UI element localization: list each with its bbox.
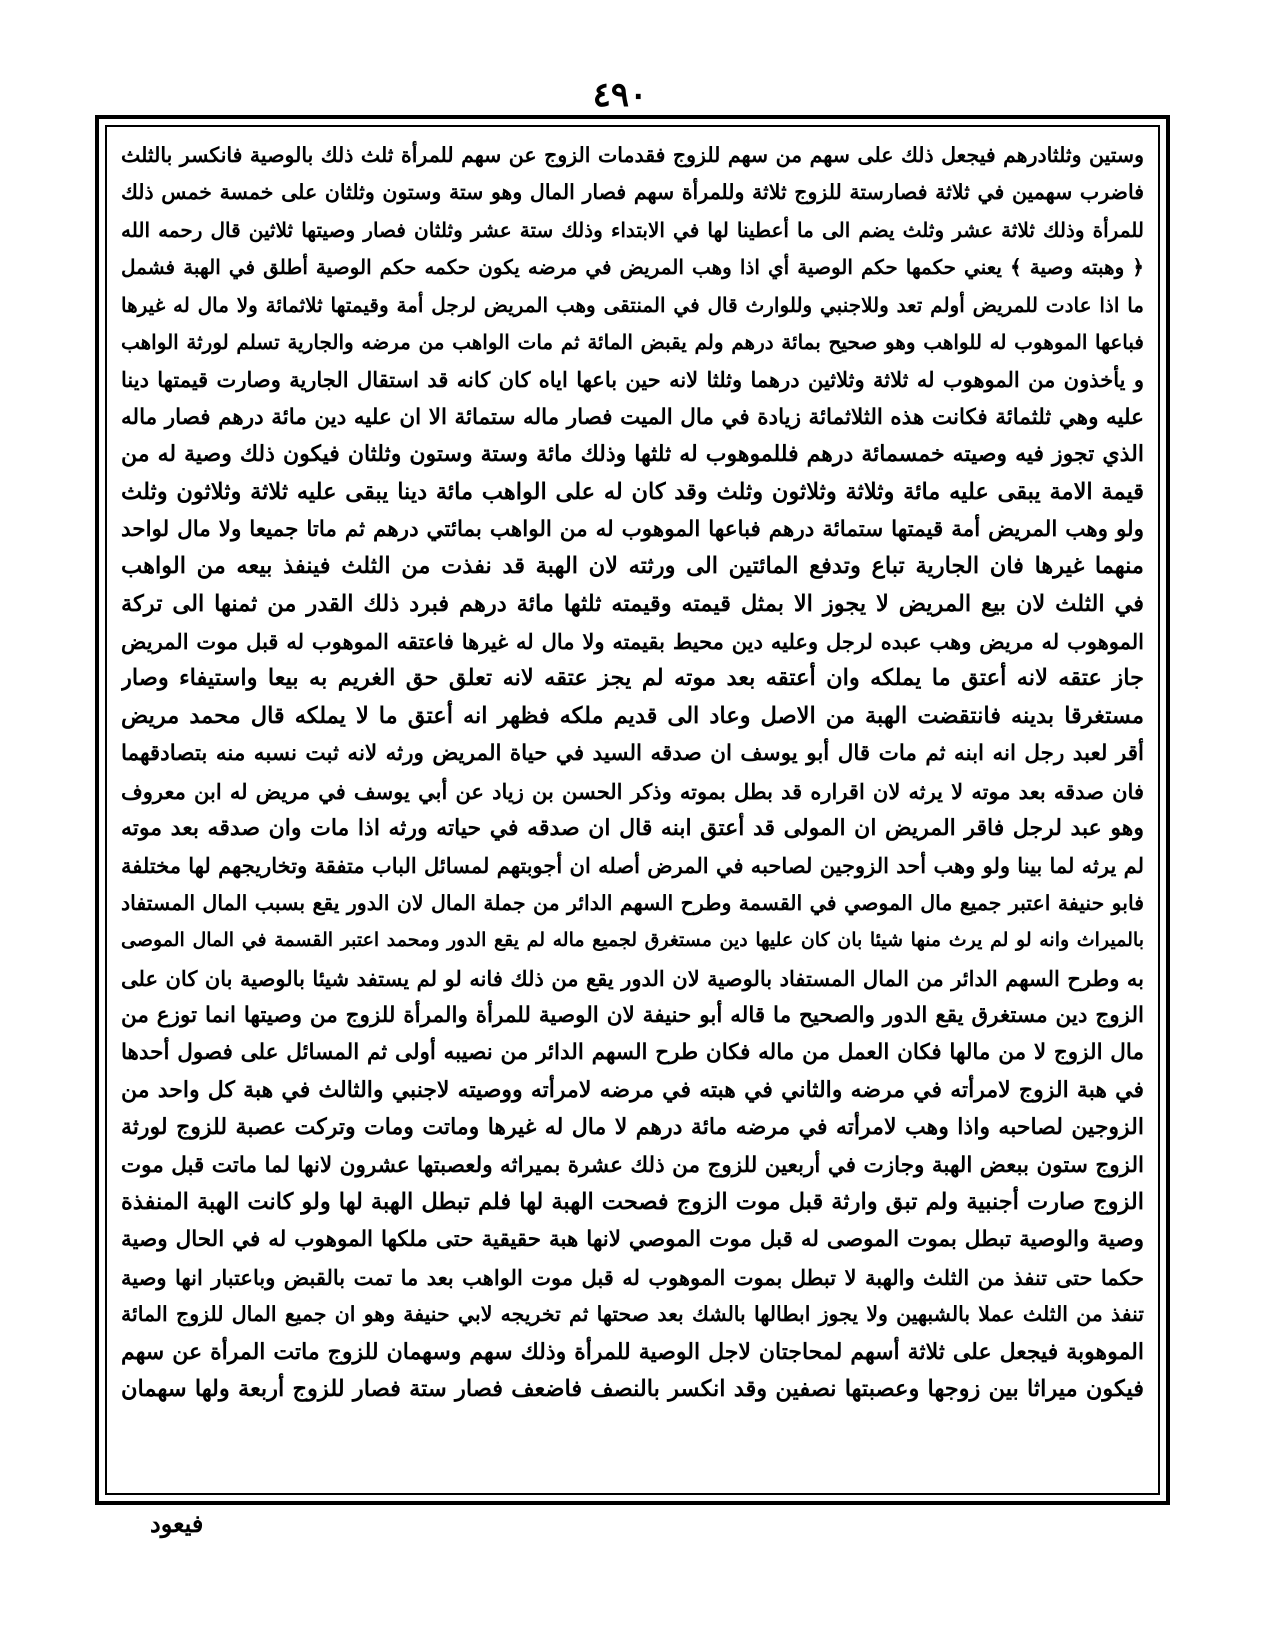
text-line: أقر لعبد رجل انه ابنه ثم مات قال أبو يوسف ان صدقه السيد في حياة المريض ورثه لانه ثبت نسبه منه بتصادقهما [121,741,1144,767]
text-line: الموهوبة فيجعل على ثلاثة أسهم لمحاجتان لاجل الوصية للمرأة وذلك سهم وسهمان للزوج ماتت المرأة عن سهم [121,1338,1144,1365]
text-line: وهو عبد لرجل فاقر المريض ان المولى قد أعتق ابنه قال ان صدقه في حياته ورثه اذا مات وان صدقه بعد موته [121,815,1144,842]
text-line: فباعها الموهوب له للواهب وهو صحيح بمائة درهم ولم يقبض المائة ثم مات الواهب من مرضه والجارية تسلم لورثة الواهب [121,329,1144,354]
text-line: قيمة الامة يبقى عليه مائة وثلاثة وثلاثون وثلث وقد كان له على الواهب مائة دينا يبقى عليه ثلاثة وثلاثون وثلث [121,478,1144,505]
page-number: ٤٩٠ [592,75,648,115]
text-line: للمرأة وذلك ثلاثة عشر وثلث يضم الى ما أعطينا لها في الابتداء وذلك ستة عشر وثلثان فصار وصيتها ثلاثين قال رحمه الله [121,217,1144,242]
text-line: فيكون ميراثا بين زوجها وعصبتها نصفين وقد انكسر بالنصف فاضعف فصار ستة فصار للزوج أربعة ولها سهمان [121,1375,1144,1402]
text-line: في الثلث لان بيع المريض لا يجوز الا بمثل قيمته وقيمته ثلثها مائة درهم فبرد ذلك القدر من ثمنها الى تركة [121,590,1144,617]
text-line: لم يرثه لما بينا ولو وهب أحد الزوجين لصاحبه في المرض أصله ان أجوبتهم لمسائل الباب متفقة وتخاريجهم لها مختلفة [121,853,1144,879]
text-line: في هبة الزوج لامرأته في مرضه والثاني في هبته في مرضه لامرأته ووصيته لاجنبي والثالث في هبة كل واحد من [121,1076,1144,1103]
text-line: وستين وثلثادرهم فيجعل ذلك على سهم من سهم للزوج فقدمات الزوج عن سهم للمرأة ثلث ذلك بالوصية فانكسر بالثلث [121,143,1144,167]
text-line: وصية والوصية تبطل بموت الموصى له قبل موت الموصي لانها هبة حقيقية حتى ملكها الموهوب له في الحال وصية [121,1227,1144,1253]
text-line: جاز عتقه لانه أعتق ما يملكه وان أعتقه بعد موته لم يجز عتقه لانه تعلق حق الغريم به بيعا واستيفاء وصار [121,665,1144,692]
text-line: الزوج دين مستغرق يقع الدور والصحيح ما قاله أبو حنيفة لان الوصية للمرأة والمرأة للزوج من وصيتها انما توزع من [121,1002,1144,1028]
text-line: به وطرح السهم الدائر من المال المستفاد بالوصية لان الدور يقع من ذلك فانه لو لم يستفد شيئا بالوصية بان كان على [121,965,1144,991]
page-border-inner [105,125,1160,1495]
text-line: تنفذ من الثلث عملا بالشبهين ولا يجوز ابطالها بالشك بعد صحتها ثم تخريجه لابي حنيفة وهو ان جميع المال للزوج المائة [121,1302,1144,1327]
text-line: عليه وهي ثلثمائة فكانت هذه الثلاثمائة زيادة في مال الميت فصار ماله ستمائة الا ان عليه دين مائة درهم فصار ماله [121,404,1144,430]
text-line: مال الزوج لا من مالها فكان العمل من ماله فكان طرح السهم الدائر من نصيبه أولى ثم المسائل على فصول أحدها [121,1040,1144,1066]
text-line: و يأخذون من الموهوب له ثلاثة وثلاثين درهما وثلثا لانه حين باعها اياه كان كانه قد استقال الجارية وصارت قيمتها دينا [121,367,1144,393]
page-border-outer [95,115,1170,1505]
text-line: ﴿ وهبته وصية ﴾ يعني حكمها حكم الوصية أي اذا وهب المريض في مرضه يكون حكمه حكم الوصية أطلق في الهبة فشمل [121,255,1144,280]
catchword: فيعود [150,1509,204,1538]
text-line: الزوج صارت أجنبية ولم تبق وارثة قبل موت الزوج فصحت الهبة لها فلم تبطل الهبة لها ولو كانت الهبة المنفذة [121,1188,1144,1215]
text-line: فان صدقه بعد موته لا يرثه لان اقراره قد بطل بموته وذكر الحسن بن زياد عن أبي يوسف في مريض له ابن معروف [121,778,1144,804]
text-line: فابو حنيفة اعتبر جميع مال الموصي في القسمة وطرح السهم الدائر من جملة المال لان الدور يقع بسبب المال المستفاد [121,890,1144,915]
text-line: مستغرقا بدينه فانتقضت الهبة من الاصل وعاد الى قديم ملكه فظهر انه أعتق ما لا يملكه قال محمد مريض [121,702,1144,729]
text-line: الزوج ستون ببعض الهبة وجازت في أربعين للزوج من ذلك عشرة بميراثه ولعصبتها عشرون لانها لما ماتت قبل موت [121,1152,1144,1178]
text-line: الموهوب له مريض وهب عبده لرجل وعليه دين محيط بقيمته ولا مال له غيرها فاعتقه الموهوب له قبل موت المريض [121,629,1144,655]
text-line: الزوجين لصاحبه واذا وهب لامرأته في مرضه مائة درهم لا مال له غيرها وماتت ومات وتركت عصبة للزوج لورثة [121,1114,1144,1141]
text-line: فاضرب سهمين في ثلاثة فصارستة للزوج ثلاثة وللمرأة سهم فصار المال وهو ستة وستون وثلثان على خمسة خمس ذلك [121,180,1144,205]
text-line: الذي تجوز فيه وصيته خمسمائة درهم فللموهوب له ثلثها وذلك مائة وستة وستون وثلثان فيكون ذلك وصية له من [121,441,1144,468]
text-line: منهما غيرها فان الجارية تباع وتدفع المائتين الى ورثته لان الهبة قد نفذت من الثلث فينفذ بيعه من الواهب [121,553,1144,580]
text-line: ولو وهب المريض أمة قيمتها ستمائة درهم فباعها الموهوب له من الواهب بمائتي درهم ثم ماتا جميعا ولا مال لواحد [121,516,1144,542]
text-line: ما اذا عادت للمريض أولم تعد وللاجنبي وللوارث قال في المنتقى وهب المريض لرجل أمة وقيمتها ثلاثمائة ولا مال له غيرها [121,292,1144,317]
text-line: حكما حتى تنفذ من الثلث والهبة لا تبطل بموت الموهوب له قبل موت الواهب بعد ما تمت بالقبض وباعتبار انها وصية [121,1264,1144,1290]
main-text [121,137,1144,1483]
text-line: بالميراث وانه لو لم يرث منها شيئا بان كان عليها دين مستغرق لجميع ماله لم يقع الدور ومحمد اعتبر القسمة في المال الموصى [121,929,1144,952]
